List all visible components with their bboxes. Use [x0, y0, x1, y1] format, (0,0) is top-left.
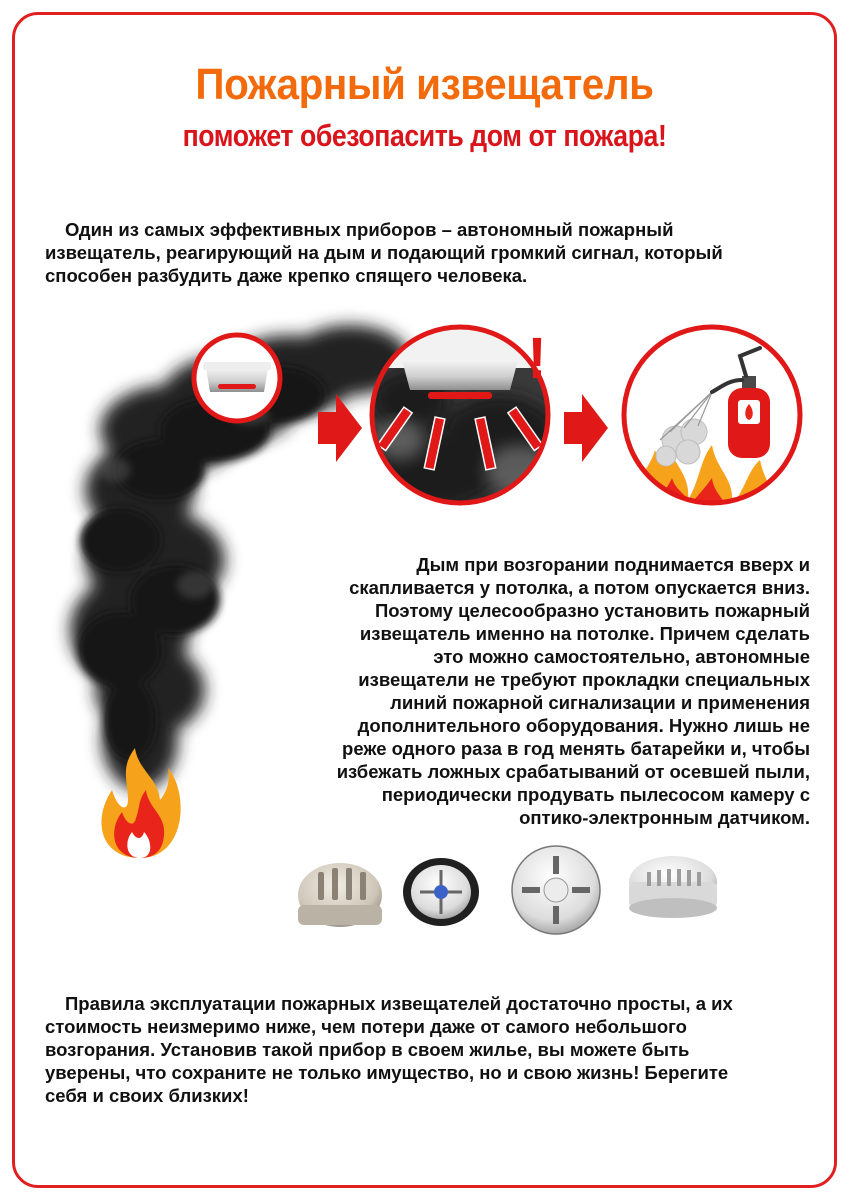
detector-photo [512, 846, 600, 934]
closing-line: уверены, что сохраните не только имущество, но и свою жизнь! Берегите [45, 1062, 729, 1083]
detector-idle-icon [194, 335, 280, 421]
detector-photo [629, 856, 717, 918]
closing-line: Правила эксплуатации пожарных извещателей достаточно просты, а их [65, 993, 733, 1014]
intro-line: способен разбудить даже крепко спящего человека. [45, 265, 528, 286]
closing-line: стоимость неизмеримо ниже, чем потери даже от самого небольшого [45, 1016, 687, 1037]
alert-mark: ! [527, 326, 547, 391]
page-title: Пожарный извещатель [195, 60, 654, 109]
arrow-right-icon [564, 394, 608, 462]
intro-line: Один из самых эффективных приборов – автономный пожарный [65, 219, 674, 240]
middle-line: периодически продувать пылесосом камеру с [381, 784, 810, 805]
closing-line: возгорания. Установив такой прибор в своем жилье, вы можете быть [45, 1039, 690, 1060]
closing-paragraph [45, 992, 815, 1107]
middle-line: оптико-электронным датчиком. [519, 807, 810, 828]
page-subtitle: поможет обезопасить дом от пожара! [182, 118, 667, 153]
extinguisher-fire-icon [624, 327, 800, 515]
closing-line: себя и своих близких! [45, 1085, 249, 1106]
detector-photo [403, 858, 479, 926]
middle-line: дополнительного оборудования. Нужно лишь не [357, 715, 810, 736]
middle-line: линий пожарной сигнализации и применения [390, 692, 810, 713]
middle-line: Дым при возгорании поднимается вверх и [416, 554, 810, 575]
middle-line: это можно самостоятельно, автономные [433, 646, 810, 667]
middle-line: извещатель именно на потолке. Причем сделать [359, 623, 810, 644]
middle-paragraph [285, 553, 810, 829]
middle-line: Поэтому целесообразно установить пожарный [375, 600, 810, 621]
middle-line: скапливается у потолка, а потом опускается вниз. [349, 577, 810, 598]
intro-line: извещатель, реагирующий на дым и подающий громкий сигнал, который [45, 242, 723, 263]
middle-line: избежать ложных срабатываний от осевшей пыли, [336, 761, 810, 782]
detector-photo [298, 863, 382, 927]
middle-line: извещатели не требуют прокладки специальных [358, 669, 810, 690]
middle-line: реже одного раза в год менять батарейки и, чтобы [342, 738, 810, 759]
